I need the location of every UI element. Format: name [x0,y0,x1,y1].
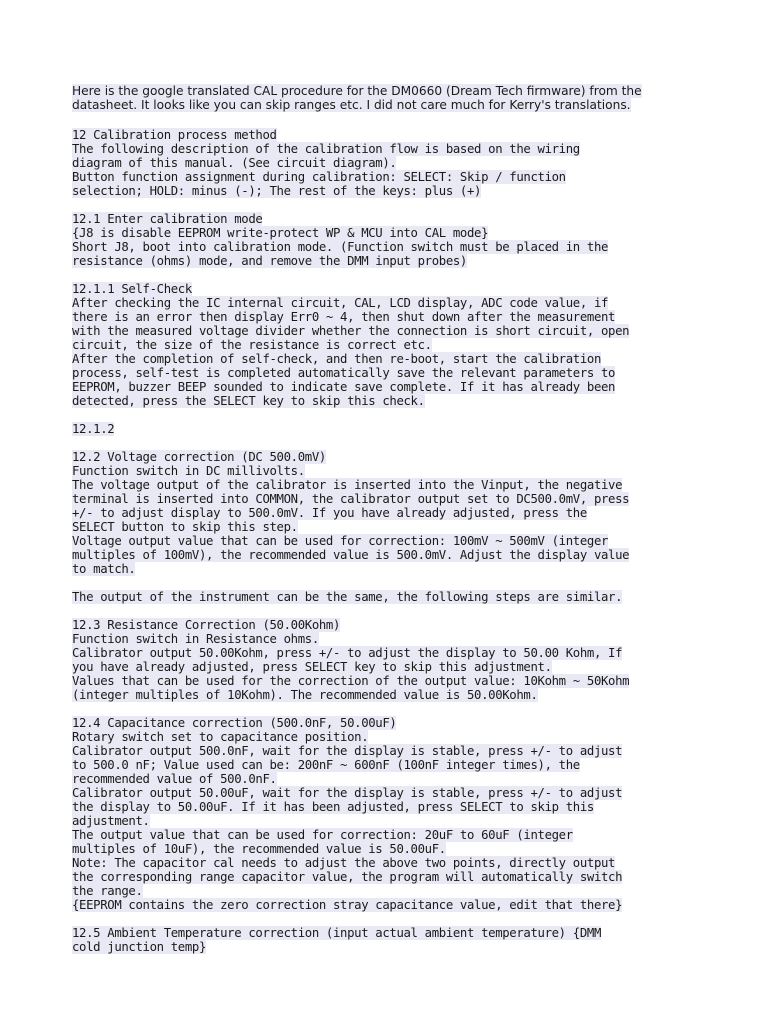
text-line: recommended value of 500.0nF. [72,772,277,786]
calibration-procedure-body [72,128,712,954]
text-line: Function switch in DC millivolts. [72,464,305,478]
text-line: Function switch in Resistance ohms. [72,632,319,646]
text-line: adjustment. [72,814,150,828]
paragraph-gap [72,198,712,212]
section-heading: 12.2 Voltage correction (DC 500.0mV) [72,450,326,464]
text-line: to 500.0 nF; Value used can be: 200nF ~ 600nF (100nF integer times), the [72,758,580,772]
text-line: diagram of this manual. (See circuit diagram). [72,156,397,170]
paragraph-gap [72,576,712,590]
text-line: The voltage output of the calibrator is inserted into the Vinput, the negative [72,478,623,492]
text-line: (integer multiples of 10Kohm). The recommended value is 50.00Kohm. [72,688,538,702]
text-line: resistance (ohms) mode, and remove the DMM input probes) [72,254,467,268]
text-line: Calibrator output 50.00uF, wait for the display is stable, press +/- to adjust [72,786,623,800]
text-line: multiples of 100mV), the recommended value is 500.0mV. Adjust the display value [72,548,630,562]
text-line: Calibrator output 50.00Kohm, press +/- to adjust the display to 50.00 Kohm, If [72,646,623,660]
section-heading: 12.4 Capacitance correction (500.0nF, 50.00uF) [72,716,397,730]
section-heading: 12.3 Resistance Correction (50.00Kohm) [72,618,341,632]
text-line: multiples of 10uF), the recommended value is 50.00uF. [72,842,446,856]
text-line: After checking the IC internal circuit, CAL, LCD display, ADC code value, if [72,296,609,310]
text-line: the range. [72,884,143,898]
section-heading: 12.1.2 [72,422,115,436]
text-line: selection; HOLD: minus (-); The rest of the keys: plus (+) [72,184,482,198]
text-line: terminal is inserted into COMMON, the calibrator output set to DC500.0mV, press [72,492,630,506]
paragraph-gap [72,912,712,926]
text-line: {J8 is disable EEPROM write-protect WP & MCU into CAL mode} [72,226,489,240]
text-line: The output of the instrument can be the same, the following steps are similar. [72,590,623,604]
text-line: Here is the google translated CAL procedure for the DM0660 (Dream Tech firmware) from the [72,84,642,98]
text-line: Calibrator output 500.0nF, wait for the display is stable, press +/- to adjust [72,744,623,758]
text-line: detected, press the SELECT key to skip this check. [72,394,425,408]
text-line: the corresponding range capacitor value, the program will automatically switch [72,870,623,884]
text-line: to match. [72,562,136,576]
section-heading: 12 Calibration process method [72,128,277,142]
paragraph-gap [72,408,712,422]
text-line: you have already adjusted, press SELECT key to skip this adjustment. [72,660,552,674]
text-line: cold junction temp} [72,940,207,954]
text-line: Voltage output value that can be used for correction: 100mV ~ 500mV (integer [72,534,609,548]
text-line: Rotary switch set to capacitance position. [72,730,369,744]
paragraph-gap [72,702,712,716]
text-line: process, self-test is completed automatically save the relevant parameters to [72,366,616,380]
text-line: +/- to adjust display to 500.0mV. If you have already adjusted, press the [72,506,587,520]
paragraph-gap [72,268,712,282]
text-line: The following description of the calibration flow is based on the wiring [72,142,580,156]
section-heading: 12.1.1 Self-Check [72,282,192,296]
text-line: The output value that can be used for correction: 20uF to 60uF (integer [72,828,573,842]
text-line: Note: The capacitor cal needs to adjust the above two points, directly output [72,856,616,870]
text-line: circuit, the size of the resistance is correct etc. [72,338,432,352]
paragraph-gap [72,436,712,450]
text-line: with the measured voltage divider whether the connection is short circuit, open [72,324,630,338]
section-heading: 12.5 Ambient Temperature correction (input actual ambient temperature) {DMM [72,926,602,940]
paragraph-gap [72,604,712,618]
text-line: there is an error then display Err0 ~ 4, then shut down after the measurement [72,310,616,324]
text-line: SELECT button to skip this step. [72,520,298,534]
text-line: the display to 50.00uF. If it has been adjusted, press SELECT to skip this [72,800,594,814]
intro-paragraph [72,84,712,112]
text-line: Button function assignment during calibration: SELECT: Skip / function [72,170,566,184]
text-line: {EEPROM contains the zero correction stray capacitance value, edit that there} [72,898,623,912]
text-line: Values that can be used for the correction of the output value: 10Kohm ~ 50Kohm [72,674,630,688]
text-line: After the completion of self-check, and then re-boot, start the calibration [72,352,602,366]
text-line: datasheet. It looks like you can skip ranges etc. I did not care much for Kerry's translations. [72,98,631,112]
text-line: Short J8, boot into calibration mode. (Function switch must be placed in the [72,240,609,254]
text-line: EEPROM, buzzer BEEP sounded to indicate save complete. If it has already been [72,380,616,394]
section-heading: 12.1 Enter calibration mode [72,212,263,226]
